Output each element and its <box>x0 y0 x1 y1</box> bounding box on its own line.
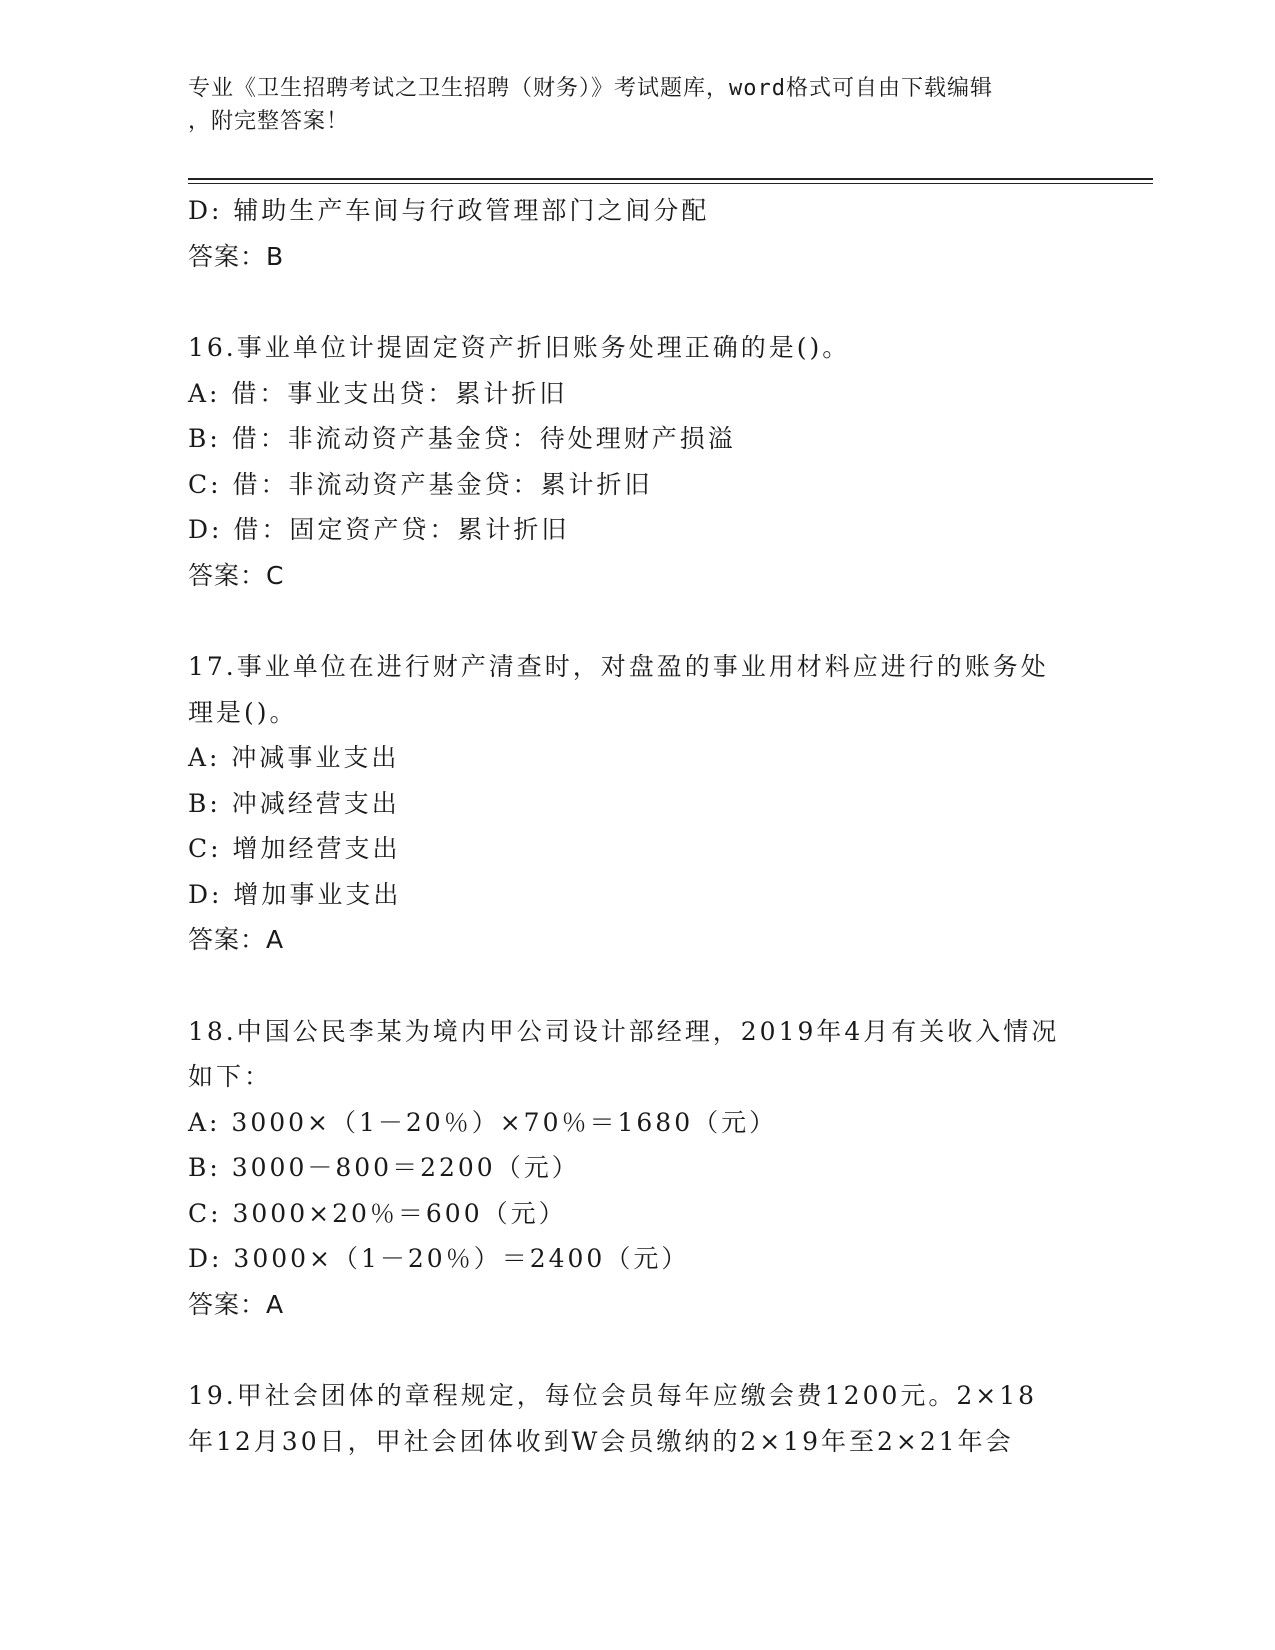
header-line-2: ，附完整答案！ <box>188 109 350 134</box>
answer: 答案：A <box>188 925 285 954</box>
question-stem-line-1: 17.事业单位在进行财产清查时，对盘盈的事业用材料应进行的账务处 <box>188 652 1049 681</box>
option-d: D: 3000×（1－20％）＝2400（元） <box>188 1244 690 1273</box>
option-c: C: 3000×20％＝600（元） <box>188 1198 567 1228</box>
option-d: D: 增加事业支出 <box>188 879 402 909</box>
document-header <box>188 72 1088 138</box>
question-stem: 16.事业单位计提固定资产折旧账务处理正确的是()。 <box>188 333 851 362</box>
question-stem-line-2: 年12月30日，甲社会团体收到W会员缴纳的2×19年至2×21年会 <box>188 1426 1014 1456</box>
document-content <box>188 188 1088 1464</box>
option-a: A: 冲减事业支出 <box>188 743 400 772</box>
question-17 <box>188 644 1088 963</box>
spacer <box>188 1327 1088 1373</box>
header-rule-thick <box>188 178 1153 180</box>
answer: 答案：C <box>188 560 285 590</box>
option-a: A: 借：事业支出贷：累计折旧 <box>188 378 568 408</box>
question-16 <box>188 325 1088 598</box>
question-stem-line-2: 理是()。 <box>188 697 298 727</box>
question-stem-line-1: 19.甲社会团体的章程规定，每位会员每年应缴会费1200元。2×18 <box>188 1381 1038 1410</box>
prev-answer: 答案：B <box>188 241 285 271</box>
answer: 答案：A <box>188 1289 285 1319</box>
question-stem-line-2: 如下： <box>188 1062 273 1091</box>
header-line-1: 专业《卫生招聘考试之卫生招聘（财务）》考试题库，word格式可自由下载编辑 <box>188 76 993 101</box>
option-a: A: 3000×（1－20％）×70％＝1680（元） <box>188 1107 778 1137</box>
option-b: B: 3000－800＝2200（元） <box>188 1153 580 1182</box>
option-c: C: 增加经营支出 <box>188 834 401 863</box>
option-b: B: 借：非流动资产基金贷：待处理财产损溢 <box>188 424 736 453</box>
option-d: D: 借：固定资产贷：累计折旧 <box>188 515 570 544</box>
question-stem-line-1: 18.中国公民李某为境内甲公司设计部经理，2019年4月有关收入情况 <box>188 1016 1060 1046</box>
spacer <box>188 279 1088 325</box>
option-c: C: 借：非流动资产基金贷：累计折旧 <box>188 469 653 499</box>
prev-option-d: D: 辅助生产车间与行政管理部门之间分配 <box>188 196 710 225</box>
question-18 <box>188 1009 1088 1328</box>
spacer <box>188 598 1088 644</box>
question-19 <box>188 1373 1088 1464</box>
option-b: B: 冲减经营支出 <box>188 788 400 818</box>
spacer <box>188 963 1088 1009</box>
header-rule-thin <box>188 183 1153 184</box>
